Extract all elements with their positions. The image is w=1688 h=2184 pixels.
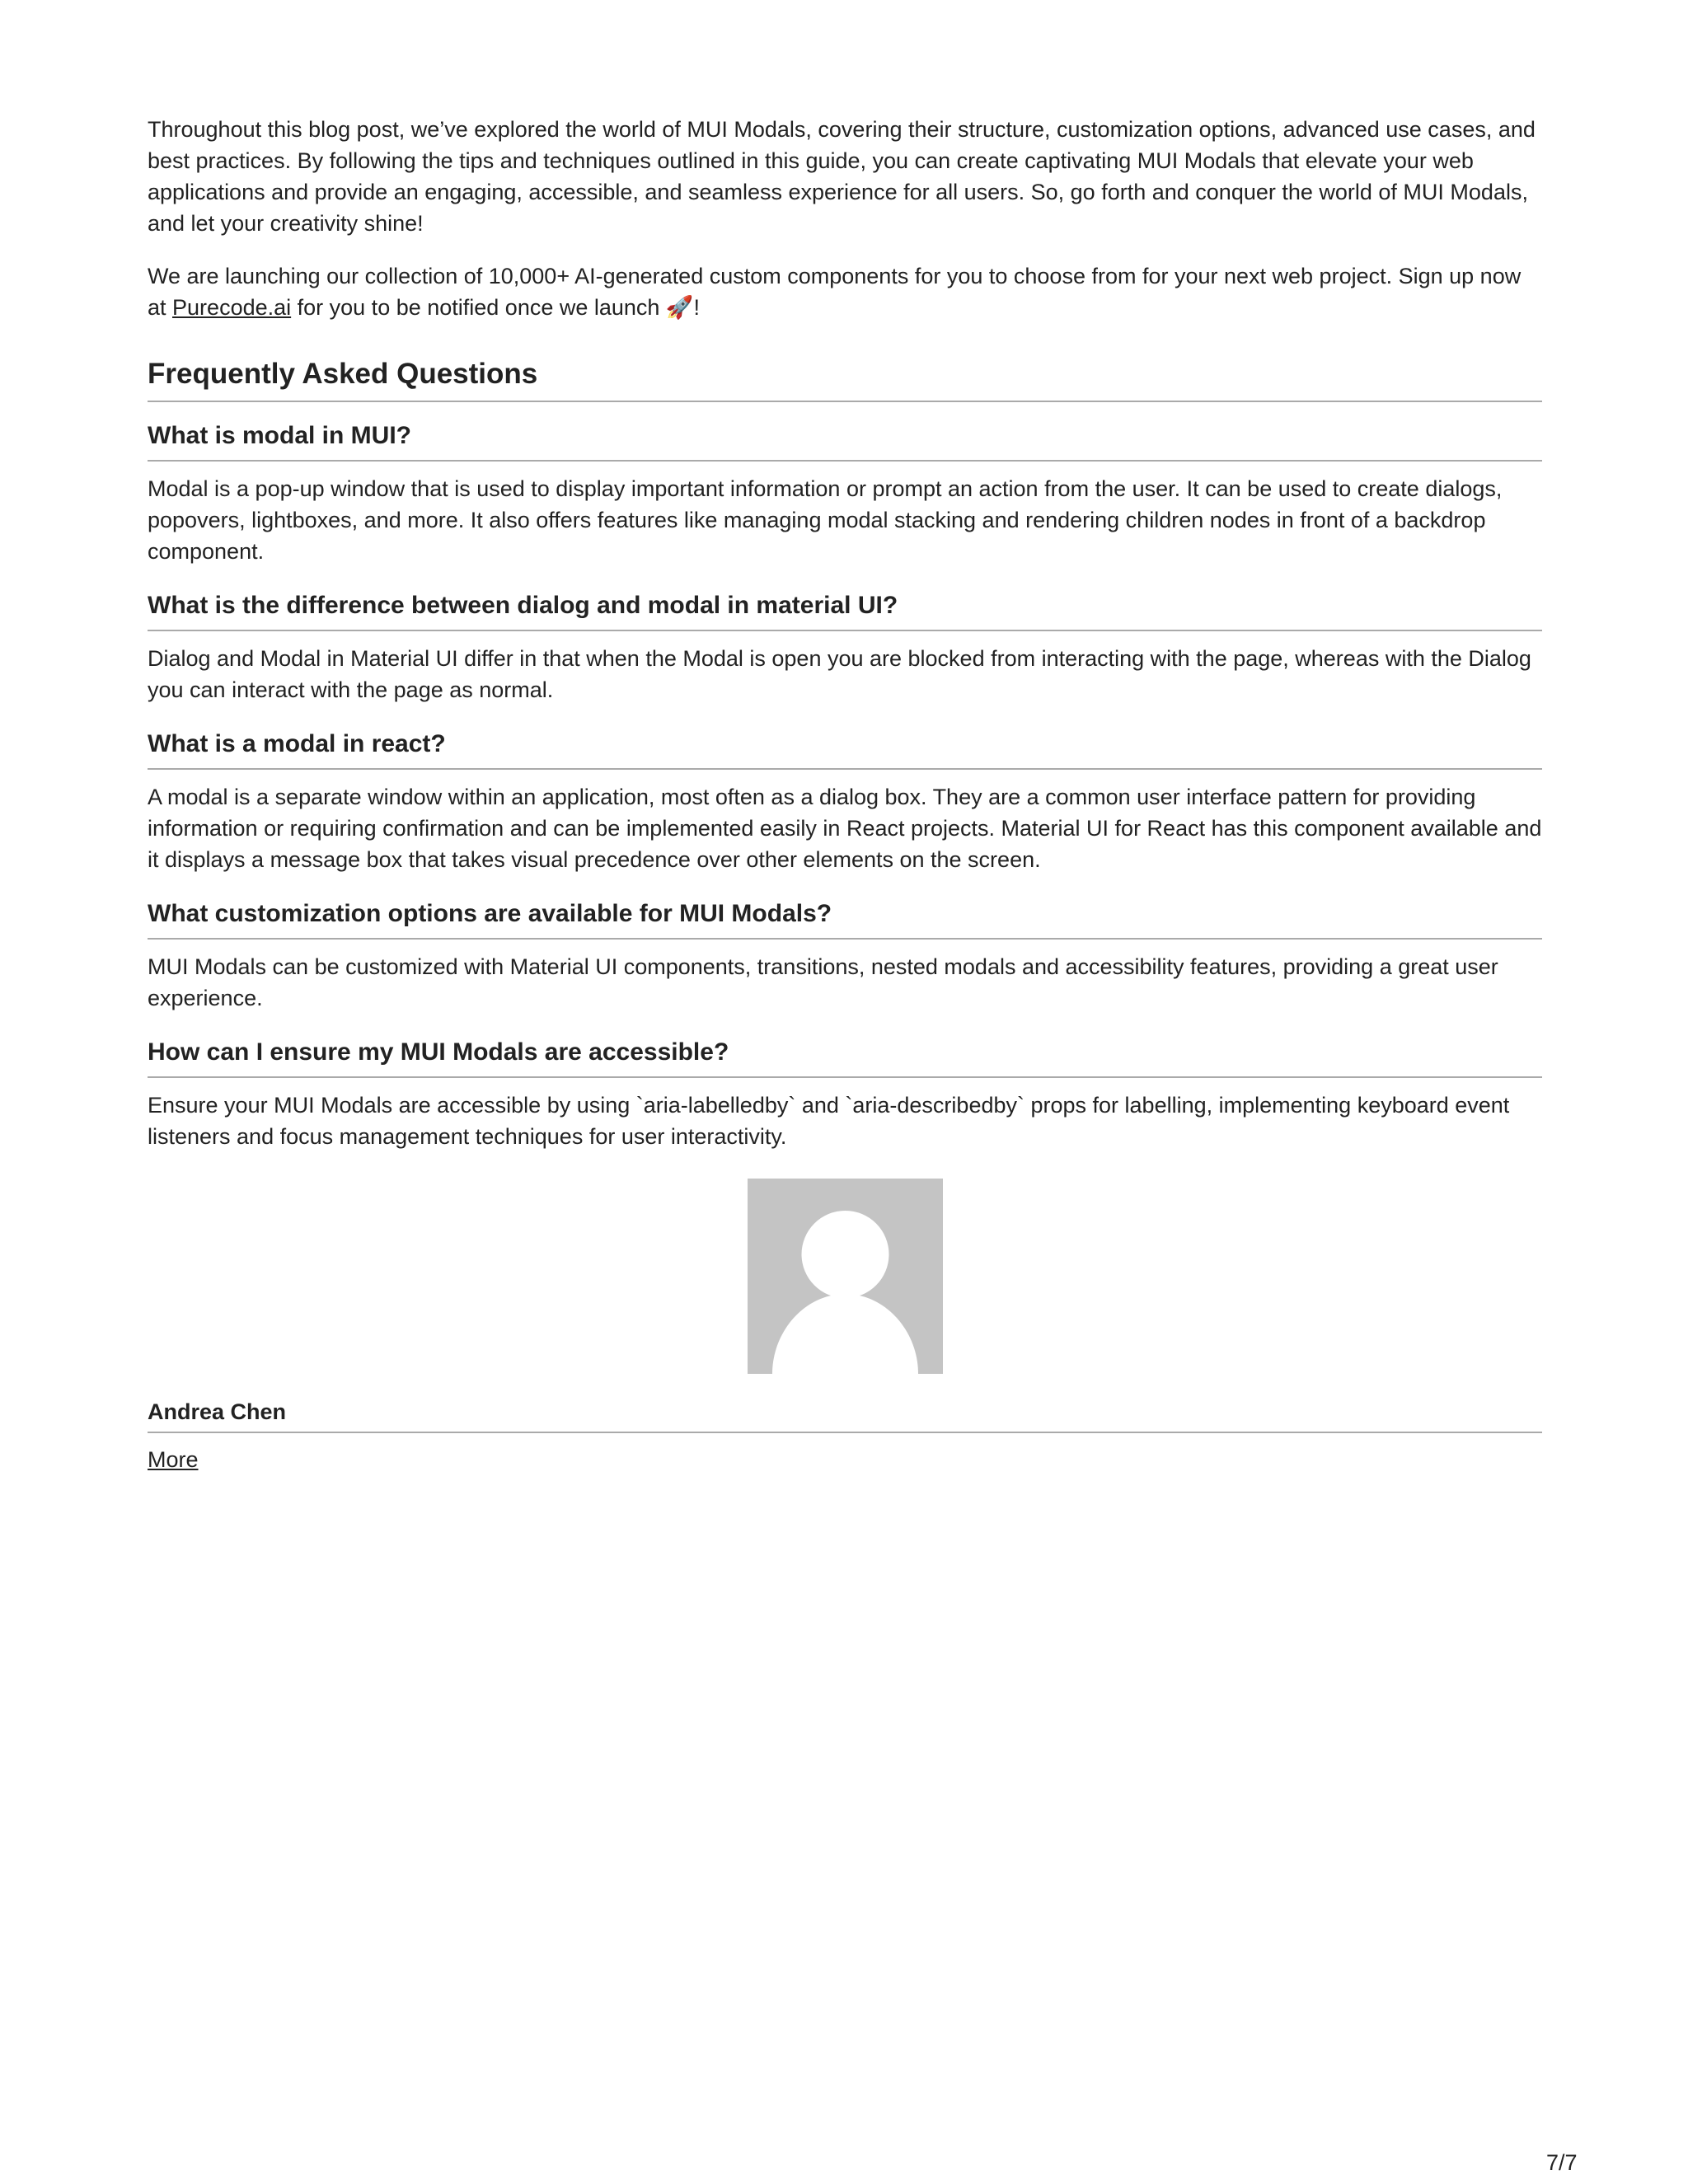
faq-question: What is the difference between dialog and modal in material UI? [148,590,1542,631]
faq-item [148,729,1542,875]
faq-answer: Modal is a pop-up window that is used to display important information or prompt an action from the user. It can be used to create dialogs, popovers, lightboxes, and more. It also offers features like managing modal stacking and rendering children nodes in front of a backdrop component. [148,476,1503,564]
faq-answer: A modal is a separate window within an application, most often as a dialog box. They are a common user interface pattern for providing information or requiring confirmation and can be implemented easily in React projects. Material UI for React has this component available and it displays a message box that takes visual precedence over other elements on the screen. [148,785,1542,872]
faq-question: What is a modal in react? [148,729,1542,770]
faq-list [148,420,1542,1152]
faq-item [148,420,1542,567]
conclusion-paragraph: Throughout this blog post, we’ve explored the world of MUI Modals, covering their structure, customization options, advanced use cases, and best practices. By following the tips and techniques outlined in this guide, you can create captivating MUI Modals that elevate your web applications and provide an engaging, accessible, and seamless experience for all users. So, go forth and conquer the world of MUI Modals, and let your creativity shine! [148,117,1536,236]
default-avatar-icon [748,1179,943,1374]
faq-heading: Frequently Asked Questions [148,356,1542,402]
faq-item [148,590,1542,705]
faq-answer: MUI Modals can be customized with Material UI components, transitions, nested modals and accessibility features, providing a great user experience. [148,954,1498,1010]
faq-item [148,898,1542,1014]
faq-question: How can I ensure my MUI Modals are accessible? [148,1037,1542,1078]
launch-text-after: for you to be notified once we launch 🚀! [291,295,701,320]
author-avatar-container [148,1179,1542,1374]
faq-question: What is modal in MUI? [148,420,1542,462]
faq-item [148,1037,1542,1152]
article-content [148,114,1542,1474]
author-more-link[interactable]: More [148,1447,199,1472]
page-number: 7/7 [1546,2150,1578,2175]
purecode-link[interactable]: Purecode.ai [172,295,292,320]
author-name: Andrea Chen [148,1397,1542,1433]
launch-text-before: We are launching our collection of 10,000+ AI-generated custom components for you to choose from for your next web project. Sign up now at [148,264,1522,320]
faq-answer: Ensure your MUI Modals are accessible by using `aria-labelledby` and `aria-describedby` props for labelling, implementing keyboard event listeners and focus management techniques for user interactivity. [148,1093,1510,1149]
faq-question: What customization options are available for MUI Modals? [148,898,1542,940]
faq-answer: Dialog and Modal in Material UI differ in that when the Modal is open you are blocked from interacting with the page, whereas with the Dialog you can interact with the page as normal. [148,646,1531,702]
launch-announcement-paragraph [148,260,1542,323]
